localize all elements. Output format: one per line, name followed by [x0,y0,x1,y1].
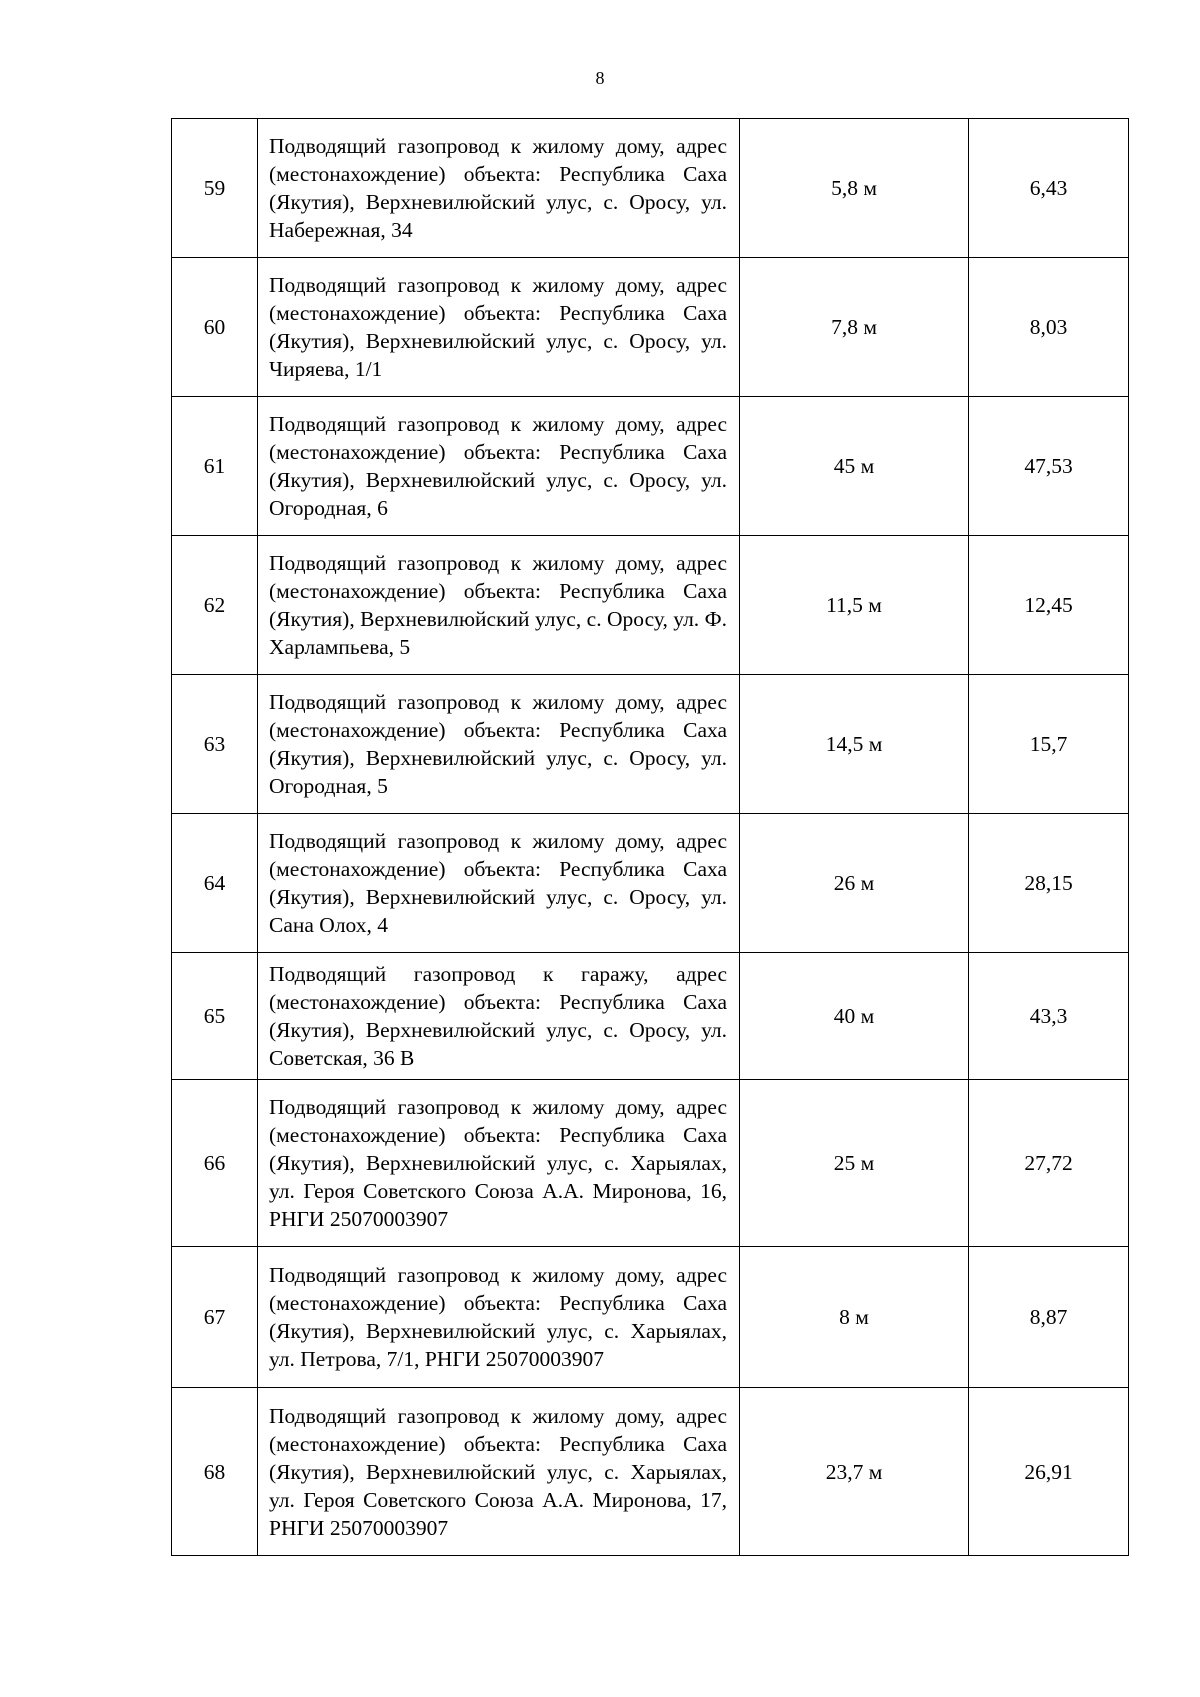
object-value: 47,53 [969,397,1129,536]
object-value: 28,15 [969,814,1129,953]
row-number: 59 [172,119,258,258]
table-row [172,397,1129,536]
row-number: 67 [172,1247,258,1388]
row-number: 63 [172,675,258,814]
row-number: 64 [172,814,258,953]
pipeline-length: 26 м [740,814,969,953]
table-row [172,1247,1129,1388]
object-description: Подводящий газопровод к жилому дому, адрес (местонахождение) объекта: Республика Саха (Якутия), Верхневилюйский улус, с. Харыялах, ул. Героя Советского Союза А.А. Миронова, 16, РНГИ 25070003907 [258,1080,740,1247]
object-description: Подводящий газопровод к жилому дому, адрес (местонахождение) объекта: Республика Саха (Якутия), Верхневилюйский улус, с. Оросу, ул. Огородная, 5 [258,675,740,814]
object-description: Подводящий газопровод к жилому дому, адрес (местонахождение) объекта: Республика Саха (Якутия), Верхневилюйский улус, с. Харыялах, ул. Петрова, 7/1, РНГИ 25070003907 [258,1247,740,1388]
table-row [172,119,1129,258]
object-value: 43,3 [969,953,1129,1080]
pipeline-length: 14,5 м [740,675,969,814]
table-row [172,953,1129,1080]
row-number: 68 [172,1388,258,1556]
table-row [172,1388,1129,1556]
object-value: 15,7 [969,675,1129,814]
row-number: 61 [172,397,258,536]
object-description: Подводящий газопровод к жилому дому, адрес (местонахождение) объекта: Республика Саха (Якутия), Верхневилюйский улус, с. Оросу, ул. Чиряева, 1/1 [258,258,740,397]
pipeline-length: 7,8 м [740,258,969,397]
table-row [172,258,1129,397]
row-number: 65 [172,953,258,1080]
table-row [172,536,1129,675]
object-description: Подводящий газопровод к жилому дому, адрес (местонахождение) объекта: Республика Саха (Якутия), Верхневилюйский улус, с. Оросу, ул. Огородная, 6 [258,397,740,536]
object-value: 12,45 [969,536,1129,675]
object-value: 8,03 [969,258,1129,397]
pipeline-length: 40 м [740,953,969,1080]
pipeline-length: 45 м [740,397,969,536]
pipeline-length: 5,8 м [740,119,969,258]
object-description: Подводящий газопровод к гаражу, адрес (местонахождение) объекта: Республика Саха (Якутия), Верхневилюйский улус, с. Оросу, ул. Советская, 36 В [258,953,740,1080]
pipeline-length: 11,5 м [740,536,969,675]
table-row [172,814,1129,953]
object-description: Подводящий газопровод к жилому дому, адрес (местонахождение) объекта: Республика Саха (Якутия), Верхневилюйский улус, с. Оросу, ул. Ф. Харлампьева, 5 [258,536,740,675]
objects-table [171,118,1129,1556]
object-value: 8,87 [969,1247,1129,1388]
object-value: 26,91 [969,1388,1129,1556]
object-value: 27,72 [969,1080,1129,1247]
pipeline-length: 25 м [740,1080,969,1247]
object-description: Подводящий газопровод к жилому дому, адрес (местонахождение) объекта: Республика Саха (Якутия), Верхневилюйский улус, с. Оросу, ул. Сана Олох, 4 [258,814,740,953]
table-row [172,675,1129,814]
pipeline-length: 23,7 м [740,1388,969,1556]
table-row [172,1080,1129,1247]
pipeline-length: 8 м [740,1247,969,1388]
object-description: Подводящий газопровод к жилому дому, адрес (местонахождение) объекта: Республика Саха (Якутия), Верхневилюйский улус, с. Оросу, ул. Набережная, 34 [258,119,740,258]
row-number: 60 [172,258,258,397]
row-number: 66 [172,1080,258,1247]
page-number: 8 [595,68,605,88]
object-description: Подводящий газопровод к жилому дому, адрес (местонахождение) объекта: Республика Саха (Якутия), Верхневилюйский улус, с. Харыялах, ул. Героя Советского Союза А.А. Миронова, 17, РНГИ 25070003907 [258,1388,740,1556]
row-number: 62 [172,536,258,675]
object-value: 6,43 [969,119,1129,258]
